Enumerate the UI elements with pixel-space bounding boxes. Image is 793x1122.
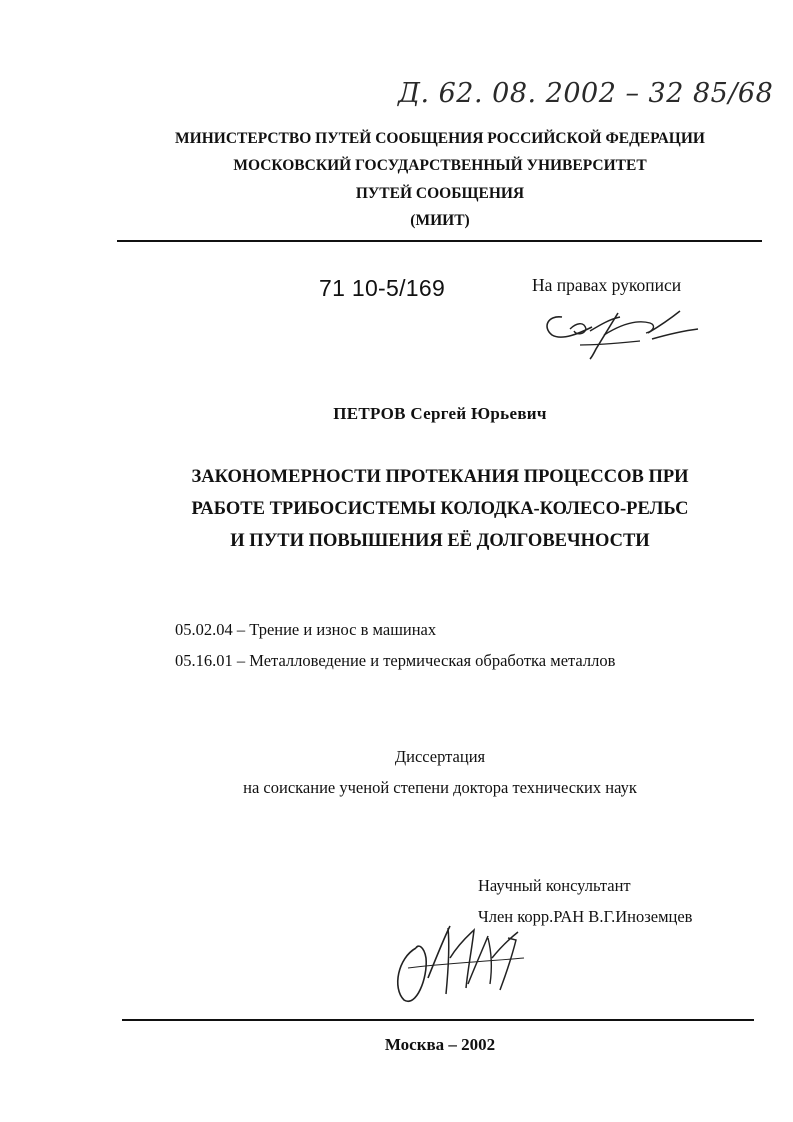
- dissertation-title-line: РАБОТЕ ТРИБОСИСТЕМЫ КОЛОДКА-КОЛЕСО-РЕЛЬС: [191, 499, 689, 519]
- specialty-separator: –: [232, 651, 250, 670]
- author-signature: [540, 305, 705, 365]
- university-line: МОСКОВСКИЙ ГОСУДАРСТВЕННЫЙ УНИВЕРСИТЕТ: [233, 157, 647, 174]
- specialty-item: [175, 620, 436, 640]
- consultant-signature: [388, 918, 538, 1008]
- degree-line: на соискание ученой степени доктора технических наук: [243, 778, 637, 797]
- specialty-item: [175, 651, 615, 671]
- header-divider: [117, 240, 762, 242]
- specialty-separator: –: [232, 620, 250, 639]
- consultant-name: Член корр.РАН В.Г.Иноземцев: [478, 907, 693, 926]
- university-abbreviation: (МИИТ): [410, 212, 470, 229]
- specialty-name: Трение и износ в машинах: [249, 620, 437, 639]
- consultant-role: Научный консультант: [478, 876, 631, 895]
- dissertation-title-line: И ПУТИ ПОВЫШЕНИЯ ЕЁ ДОЛГОВЕЧНОСТИ: [230, 531, 650, 551]
- author-name: ПЕТРОВ Сергей Юрьевич: [333, 404, 547, 423]
- ministry-line: МИНИСТЕРСТВО ПУТЕЙ СООБЩЕНИЯ РОССИЙСКОЙ ФЕДЕРАЦИИ: [175, 130, 705, 147]
- specialty-code: 05.02.04: [175, 620, 233, 639]
- city-year: Москва – 2002: [384, 1035, 496, 1054]
- specialty-name: Металловедение и термическая обработка металлов: [249, 651, 616, 670]
- handwritten-archive-note: Д. 62. 08. 2002 – 32 85/68: [398, 78, 774, 109]
- specialty-code: 05.16.01: [175, 651, 233, 670]
- footer-divider: [122, 1019, 754, 1021]
- rights-label: На правах рукописи: [532, 275, 682, 295]
- archive-code: 71 10-5/169: [319, 275, 446, 301]
- university-line-2: ПУТЕЙ СООБЩЕНИЯ: [355, 185, 525, 202]
- work-type: Диссертация: [394, 747, 486, 766]
- dissertation-title-line: ЗАКОНОМЕРНОСТИ ПРОТЕКАНИЯ ПРОЦЕССОВ ПРИ: [191, 467, 689, 487]
